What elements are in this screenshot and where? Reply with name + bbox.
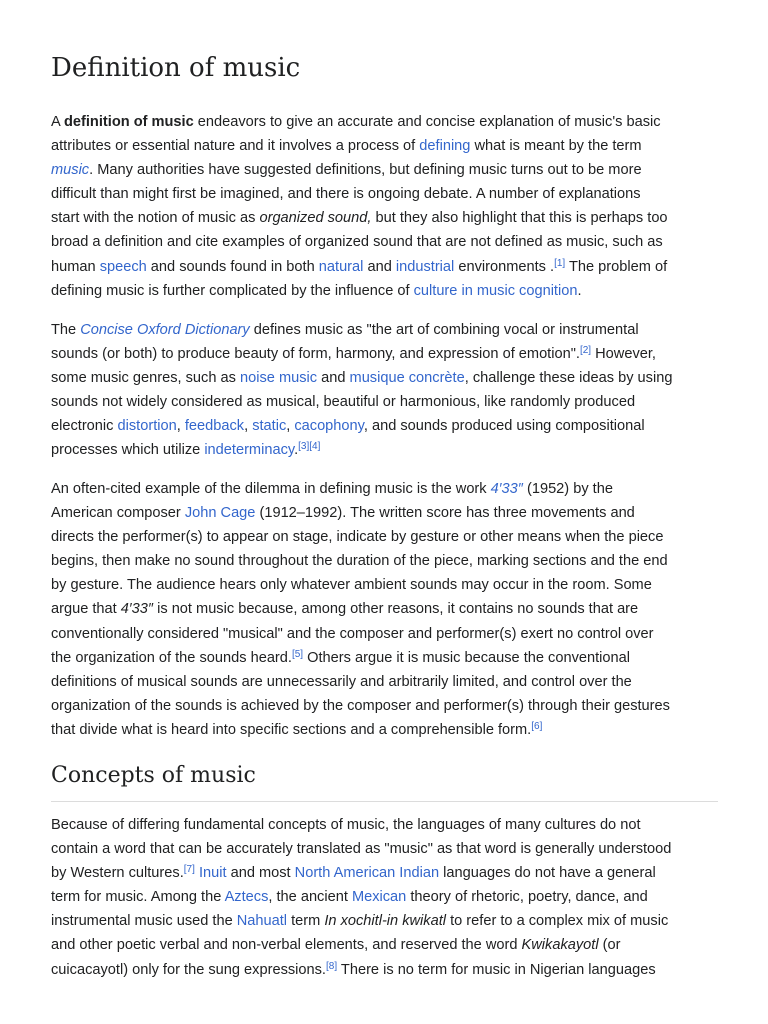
- text-run: to refer to a complex mix of music: [446, 913, 669, 930]
- text-run: processes which utilize: [51, 442, 205, 459]
- paragraph-oxford-definition: [51, 318, 718, 463]
- paragraph-intro: [51, 110, 718, 303]
- text-run: The: [51, 322, 81, 338]
- text-run: theory of rhetoric, poetry, dance, and: [406, 889, 648, 906]
- text-line: [51, 622, 718, 646]
- link-music[interactable]: music: [51, 162, 90, 179]
- text-line: [51, 909, 718, 933]
- text-run: (1912–1992). The written score has three movements and: [255, 505, 635, 522]
- page-title: Definition of music: [51, 53, 301, 83]
- citation-link[interactable]: [7]: [183, 864, 195, 876]
- text-line: [51, 646, 718, 670]
- text-line: [51, 573, 718, 597]
- italic-text: 4′33″: [120, 601, 154, 618]
- italic-text: organized sound,: [259, 210, 372, 227]
- text-run: and other poetic verbal and non-verbal elements, and reserved the word: [51, 937, 522, 954]
- text-line: [51, 885, 718, 909]
- text-line: [51, 279, 718, 303]
- text-line: [51, 110, 718, 134]
- text-run: An often-cited example of the dilemma in defining music is the work: [51, 481, 491, 497]
- text-run: and: [363, 258, 396, 275]
- link-culture-in-music-cognition[interactable]: culture in music cognition: [413, 282, 578, 299]
- text-line: [51, 342, 718, 366]
- citation: [531, 721, 542, 732]
- text-run: . Many authorities have suggested definitions, but defining music turns out to be more: [89, 162, 642, 179]
- text-run: some music genres, such as: [51, 370, 240, 387]
- text-run: begins, then make no sound throughout the duration of the piece, marking sections and the end: [51, 553, 668, 570]
- text-line: [51, 958, 718, 982]
- text-run: , challenge these ideas by using: [464, 370, 673, 387]
- link-noise-music[interactable]: noise music: [240, 370, 318, 387]
- text-run: by Western cultures.: [51, 865, 184, 882]
- link-4-33[interactable]: 4′33″: [490, 481, 523, 497]
- text-run: but they also highlight that this is perhaps too: [371, 210, 668, 227]
- text-run: ,: [244, 418, 253, 435]
- text-run: Others argue it is music because the conventional: [303, 649, 631, 666]
- text-run: , the ancient: [268, 889, 352, 906]
- text-run: Because of differing fundamental concepts of music, the languages of many cultures do not: [51, 817, 641, 833]
- text-run: definitions of musical sounds are unnecessarily and arbitrarily limited, and control over the: [51, 673, 632, 690]
- text-run: ,: [286, 418, 295, 435]
- italic-text: In xochitl-in kwikatl: [324, 913, 447, 930]
- text-line: [51, 549, 718, 573]
- text-run: endeavors to give an accurate and concise explanation of music's basic: [193, 114, 661, 130]
- text-run: A: [51, 114, 64, 130]
- link-inuit[interactable]: Inuit: [198, 865, 227, 882]
- citation: [292, 649, 303, 660]
- text-run: environments .: [454, 258, 555, 275]
- text-line: [51, 861, 718, 885]
- citation-link[interactable]: [1]: [554, 257, 566, 269]
- link-john-cage[interactable]: John Cage: [184, 505, 256, 522]
- text-run: conventionally considered "musical" and the composer and performer(s) exert no control over: [51, 625, 654, 642]
- text-run: what is meant by the term: [470, 138, 642, 155]
- text-run: broad a definition and cite examples of organized sound that are not defined as music, such as: [51, 234, 663, 251]
- text-run: However,: [591, 346, 656, 363]
- italic-text: Kwikakayotl: [521, 937, 599, 954]
- citation: [554, 258, 565, 269]
- citation-link[interactable]: [5]: [291, 648, 304, 660]
- link-industrial[interactable]: industrial: [395, 258, 455, 275]
- text-run: instrumental music used the: [51, 913, 237, 930]
- text-run: defining music is further complicated by the influence of: [51, 282, 414, 299]
- text-line: [51, 477, 718, 501]
- citation-link[interactable]: [6]: [531, 720, 543, 732]
- citation: [580, 345, 591, 356]
- text-line: [51, 318, 718, 342]
- text-line: [51, 366, 718, 390]
- citation-link[interactable]: [8]: [326, 960, 338, 972]
- text-line: [51, 694, 718, 718]
- citation-link[interactable]: [3]: [298, 441, 310, 453]
- text-run: and sounds found in both: [146, 258, 319, 275]
- text-line: [51, 134, 718, 158]
- text-run: The problem of: [565, 258, 668, 275]
- link-aztecs[interactable]: Aztecs: [224, 889, 269, 906]
- text-line: [51, 525, 718, 549]
- text-run: .: [294, 442, 299, 459]
- text-run: by gesture. The audience hears only whatever ambient sounds may occur in the room. Some: [51, 577, 652, 594]
- link-feedback[interactable]: feedback: [184, 418, 245, 435]
- section-heading-concepts: Concepts of music: [51, 760, 718, 802]
- text-run: languages do not have a general: [439, 865, 656, 882]
- text-line: [51, 718, 718, 742]
- text-line: [51, 933, 718, 957]
- text-run: is not music because, among other reasons, it contains no sounds that are: [153, 601, 639, 618]
- link-musique-concr-te[interactable]: musique concrète: [349, 370, 465, 387]
- bold-term: definition of music: [63, 114, 194, 130]
- text-run: American composer: [51, 505, 185, 522]
- link-speech[interactable]: speech: [99, 258, 147, 275]
- text-line: [51, 206, 718, 230]
- text-run: human: [51, 258, 100, 275]
- text-line: [51, 597, 718, 621]
- text-run: the organization of the sounds heard.: [51, 649, 292, 666]
- text-run: defines music as "the art of combining vocal or instrumental: [249, 322, 639, 338]
- text-line: [51, 230, 718, 254]
- link-natural[interactable]: natural: [318, 258, 364, 275]
- text-run: term for music. Among the: [51, 889, 225, 906]
- text-line: [51, 670, 718, 694]
- text-run: .: [577, 282, 582, 299]
- text-run: argue that: [51, 601, 121, 618]
- link-defining[interactable]: defining: [419, 138, 471, 155]
- text-run: contain a word that can be accurately translated as "music" as that word is generally understood: [51, 841, 672, 858]
- text-line: [51, 414, 718, 438]
- link-distortion[interactable]: distortion: [117, 418, 177, 435]
- citation: [298, 441, 309, 452]
- text-run: (or: [598, 937, 621, 954]
- text-run: (1952) by the: [522, 481, 613, 497]
- link-static[interactable]: static: [252, 418, 287, 435]
- citation: [326, 961, 337, 972]
- text-run: There is no term for music in Nigerian languages: [337, 961, 656, 978]
- text-run: , and sounds produced using compositional: [363, 418, 645, 435]
- citation: [309, 441, 320, 452]
- text-line: [51, 813, 718, 837]
- text-run: attributes or essential nature and it involves a process of: [51, 138, 420, 155]
- text-run: cuicacayotl) only for the sung expressions.: [51, 961, 326, 978]
- paragraph-concepts: [51, 813, 718, 982]
- citation: [184, 864, 195, 875]
- link-cacophony[interactable]: cacophony: [294, 418, 364, 435]
- text-line: [51, 438, 718, 462]
- text-run: ,: [176, 418, 185, 435]
- text-run: electronic: [51, 418, 118, 435]
- paragraph-four-thirty-three: [51, 477, 718, 742]
- text-run: difficult than might first be imagined, and there is ongoing debate. A number of explanations: [51, 186, 641, 203]
- link-indeterminacy[interactable]: indeterminacy: [204, 442, 295, 459]
- text-line: [51, 837, 718, 861]
- text-run: directs the performer(s) to appear on stage, indicate by gesture or other means when the piece: [51, 529, 664, 546]
- text-run: organization of the sounds is achieved by the composer and performer(s) through their gestures: [51, 697, 670, 714]
- text-run: term: [287, 913, 325, 930]
- link-concise-oxford-dictionary[interactable]: Concise Oxford Dictionary: [80, 322, 250, 338]
- text-run: start with the notion of music as: [51, 210, 260, 227]
- citation-link[interactable]: [2]: [579, 345, 592, 357]
- citation-link[interactable]: [4]: [309, 441, 321, 453]
- text-line: [51, 158, 718, 182]
- text-run: and most: [226, 865, 295, 882]
- text-run: and: [317, 370, 350, 387]
- link-nahuatl[interactable]: Nahuatl: [236, 913, 288, 930]
- text-run: that divide what is heard into specific sections and a comprehensible form.: [51, 721, 532, 738]
- text-line: [51, 255, 718, 279]
- text-line: [51, 501, 718, 525]
- text-run: sounds (or both) to produce beauty of form, harmony, and expression of emotion".: [51, 346, 580, 363]
- link-mexican[interactable]: Mexican: [351, 889, 407, 906]
- text-run: sounds not widely considered as musical, beautiful or harmonious, like randomly produced: [51, 394, 636, 411]
- link-north-american-indian[interactable]: North American Indian: [294, 865, 440, 882]
- text-line: [51, 390, 718, 414]
- text-line: [51, 182, 718, 206]
